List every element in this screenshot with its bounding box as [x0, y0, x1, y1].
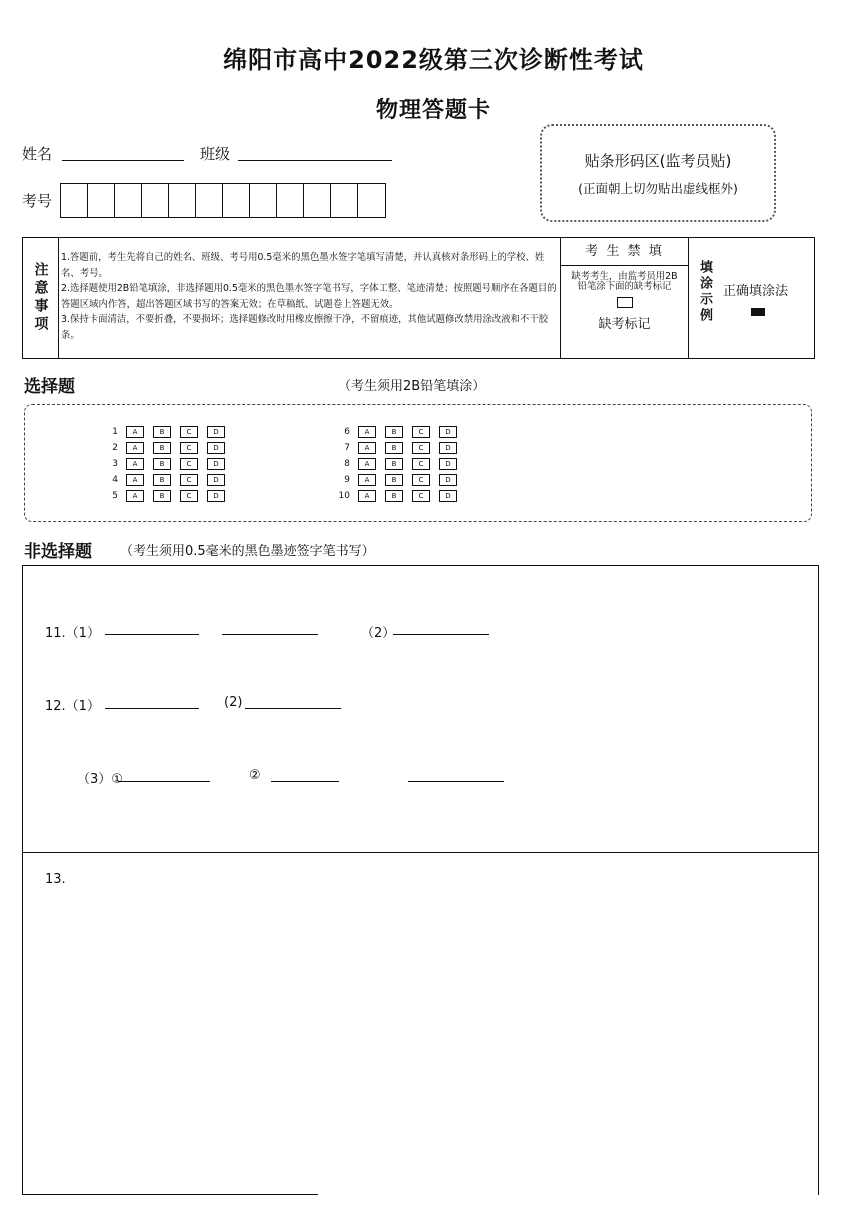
mc-question-number: 5 — [112, 490, 118, 501]
mc-question-row — [328, 424, 466, 439]
mc-question-number: 1 — [112, 426, 118, 437]
mc-question-row — [328, 488, 466, 503]
mc-option-b[interactable]: B — [385, 474, 403, 486]
answer-box-11-12[interactable] — [22, 565, 819, 853]
q12-blank-3c[interactable] — [408, 781, 504, 782]
mc-option-d[interactable]: D — [207, 458, 225, 470]
mc-option-b[interactable]: B — [153, 474, 171, 486]
mc-question-row — [328, 456, 466, 471]
q11-label: 11.（1） — [45, 626, 100, 641]
mc-question-row — [328, 440, 466, 455]
q12-part3b-label: ② — [249, 768, 261, 783]
mc-option-a[interactable]: A — [358, 442, 376, 454]
answer-card-title: 物理答题卡 — [375, 98, 491, 123]
mc-section-title: 选择题 — [24, 377, 75, 397]
mc-option-c[interactable]: C — [180, 490, 198, 502]
mc-option-a[interactable]: A — [126, 442, 144, 454]
name-field[interactable] — [62, 160, 184, 161]
mc-option-c[interactable]: C — [412, 474, 430, 486]
mc-option-a[interactable]: A — [358, 458, 376, 470]
mc-option-a[interactable]: A — [126, 458, 144, 470]
mc-option-d[interactable]: D — [439, 442, 457, 454]
q11-part2-label: （2） — [361, 626, 396, 641]
mc-option-c[interactable]: C — [180, 458, 198, 470]
mc-option-b[interactable]: B — [153, 442, 171, 454]
answer-box-13-bottom-edge — [22, 1194, 318, 1195]
absent-panel — [561, 238, 689, 358]
mc-option-b[interactable]: B — [153, 490, 171, 502]
q13-label: 13. — [45, 872, 66, 887]
free-section-title: 非选择题 — [24, 542, 92, 562]
mc-option-c[interactable]: C — [412, 458, 430, 470]
exam-no-boxes[interactable] — [60, 183, 386, 218]
mc-question-number: 9 — [344, 474, 350, 485]
mc-option-c[interactable]: C — [180, 426, 198, 438]
name-label: 姓名 — [22, 145, 53, 163]
absent-mark-label: 缺考标记 — [598, 317, 651, 332]
mc-question-number: 7 — [344, 442, 350, 453]
notice-rules — [61, 250, 557, 343]
free-section-note: （考生须用0.5毫米的黑色墨迹签字笔书写） — [120, 544, 375, 559]
q11-blank-1b[interactable] — [222, 634, 318, 635]
exam-no-label: 考号 — [22, 192, 53, 210]
mc-option-c[interactable]: C — [412, 442, 430, 454]
mc-option-d[interactable]: D — [439, 490, 457, 502]
mc-option-d[interactable]: D — [207, 442, 225, 454]
q12-blank-1[interactable] — [105, 708, 199, 709]
barcode-area — [540, 124, 776, 222]
mc-option-b[interactable]: B — [385, 442, 403, 454]
q11-blank-1a[interactable] — [105, 634, 199, 635]
q12-part3-label: （3）① — [77, 772, 123, 787]
mc-option-a[interactable]: A — [126, 474, 144, 486]
q12-label: 12.（1） — [45, 699, 100, 714]
mc-section-note: （考生须用2B铅笔填涂） — [338, 379, 486, 394]
mc-question-number: 6 — [344, 426, 350, 437]
mc-question-number: 3 — [112, 458, 118, 469]
q12-blank-2[interactable] — [245, 708, 341, 709]
barcode-note: (正面朝上切勿贴出虚线框外) — [578, 181, 738, 196]
mc-option-d[interactable]: D — [439, 426, 457, 438]
barcode-label: 贴条形码区(监考员贴) — [584, 152, 732, 170]
mc-question-number: 2 — [112, 442, 118, 453]
fill-example-label: 填涂示例 — [697, 260, 712, 324]
mc-question-row — [96, 456, 234, 471]
absent-mark-box[interactable] — [617, 297, 633, 308]
mc-option-d[interactable]: D — [439, 474, 457, 486]
notice-panel — [22, 237, 815, 359]
mc-option-d[interactable]: D — [439, 458, 457, 470]
mc-question-number: 10 — [338, 490, 350, 501]
mc-option-c[interactable]: C — [412, 426, 430, 438]
class-field[interactable] — [238, 160, 392, 161]
answer-box-13[interactable] — [22, 852, 819, 1195]
mc-option-b[interactable]: B — [385, 426, 403, 438]
notice-rule-2: 2.选择题使用2B铅笔填涂，非选择题用0.5毫米的黑色墨水签字笔书写，字体工整、笔迹清楚；按照题号顺序在各题目的答题区域内作答，超出答题区域书写的答案无效；在草稿纸、试题卷上答题无效。 — [61, 283, 557, 310]
mc-option-b[interactable]: B — [153, 458, 171, 470]
exam-title: 绵阳市高中2022级第三次诊断性考试 — [223, 46, 644, 74]
mc-option-b[interactable]: B — [153, 426, 171, 438]
mc-option-b[interactable]: B — [385, 490, 403, 502]
mc-option-a[interactable]: A — [358, 490, 376, 502]
mc-option-d[interactable]: D — [207, 490, 225, 502]
mc-question-number: 4 — [112, 474, 118, 485]
notice-label: 注意事项 — [32, 262, 49, 334]
mc-option-a[interactable]: A — [126, 490, 144, 502]
filled-mark-example — [751, 308, 765, 316]
q12-blank-3a[interactable] — [118, 781, 210, 782]
mc-question-row — [96, 440, 234, 455]
mc-question-row — [96, 424, 234, 439]
mc-question-row — [96, 488, 234, 503]
notice-rule-3: 3.保持卡面清洁，不要折叠，不要损坏；选择题修改时用橡皮擦擦干净，不留痕迹，其他试题修改禁用涂改液和不干胶条。 — [61, 314, 549, 341]
mc-option-c[interactable]: C — [180, 442, 198, 454]
mc-option-d[interactable]: D — [207, 426, 225, 438]
mc-option-a[interactable]: A — [358, 474, 376, 486]
mc-question-row — [328, 472, 466, 487]
mc-option-a[interactable]: A — [126, 426, 144, 438]
mc-question-row — [96, 472, 234, 487]
notice-rule-1: 1.答题前，考生先将自己的姓名、班级、考号用0.5毫米的黑色墨水签字笔填写清楚，并认真核对条形码上的学校、姓名、考号。 — [61, 252, 545, 279]
mc-option-c[interactable]: C — [180, 474, 198, 486]
mc-question-number: 8 — [344, 458, 350, 469]
absent-title: 考 生 禁 填 — [561, 238, 688, 266]
q12-part2-label: (2) — [224, 695, 243, 710]
mc-option-a[interactable]: A — [358, 426, 376, 438]
mc-option-c[interactable]: C — [412, 490, 430, 502]
q11-blank-2[interactable] — [393, 634, 489, 635]
absent-desc: 缺考考生，由监考员用2B铅笔涂下面的缺考标记 — [571, 271, 678, 292]
class-label: 班级 — [200, 145, 231, 163]
q12-blank-3b[interactable] — [271, 781, 339, 782]
mc-option-b[interactable]: B — [385, 458, 403, 470]
fill-example-text: 正确填涂法 — [723, 284, 789, 299]
mc-option-d[interactable]: D — [207, 474, 225, 486]
